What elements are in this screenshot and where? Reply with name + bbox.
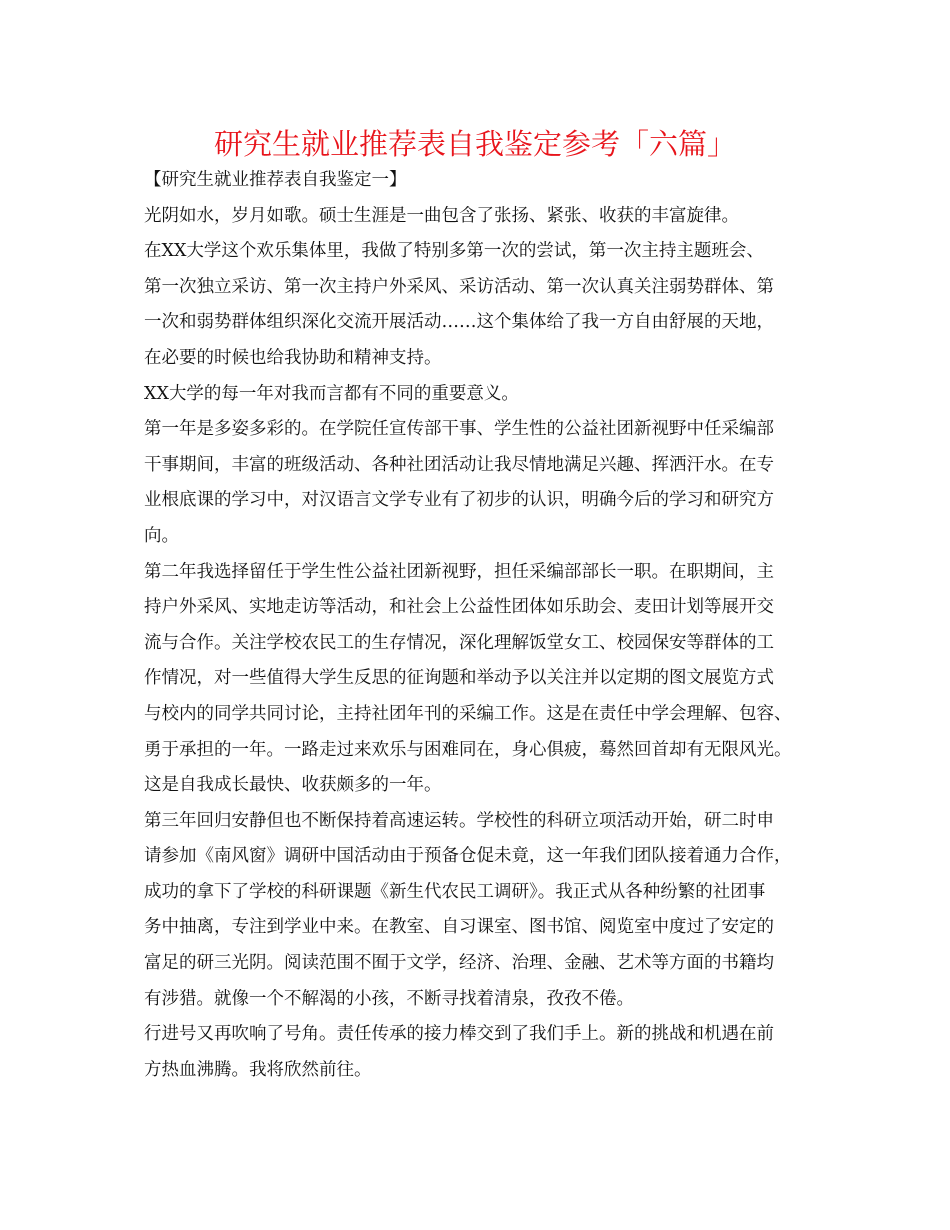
text-line: 光阴如水，岁月如歌。硕士生涯是一曲包含了张扬、紧张、收获的丰富旋律。 bbox=[144, 205, 739, 226]
text-line: 向。 bbox=[144, 525, 179, 546]
text-line: 第三年回归安静但也不断保持着高速运转。学校性的科研立项活动开始，研二时申 bbox=[144, 810, 774, 831]
text-line: 作情况，对一些值得大学生反思的征询题和举动予以关注并以定期的图文展览方式 bbox=[144, 668, 774, 689]
text-line: 业根底课的学习中，对汉语言文学专业有了初步的认识，明确今后的学习和研究方 bbox=[144, 490, 774, 511]
text-line: 有涉猎。就像一个不解渴的小孩，不断寻找着清泉，孜孜不倦。 bbox=[144, 988, 634, 1009]
text-line: 富足的研三光阴。阅读范围不囿于文学，经济、治理、金融、艺术等方面的书籍均 bbox=[144, 953, 774, 974]
text-line: 流与合作。关注学校农民工的生存情况，深化理解饭堂女工、校园保安等群体的工 bbox=[144, 632, 774, 653]
document-body bbox=[144, 166, 824, 1091]
text-line: 这是自我成长最快、收获颇多的一年。 bbox=[144, 775, 442, 796]
text-line: 第一次独立采访、第一次主持户外采风、采访活动、第一次认真关注弱势群体、第 bbox=[144, 276, 774, 297]
text-line: 在必要的时候也给我协助和精神支持。 bbox=[144, 347, 442, 368]
text-line: 请参加《南风窗》调研中国活动由于预备仓促未竟，这一年我们团队接着通力合作， bbox=[144, 846, 792, 867]
text-line: 成功的拿下了学校的科研课题《新生代农民工调研》。我正式从各种纷繁的社团事 bbox=[144, 881, 766, 902]
text-line: 第一年是多姿多彩的。在学院任宣传部干事、学生性的公益社团新视野中任采编部 bbox=[144, 419, 774, 440]
text-line: XX大学的每一年对我而言都有不同的重要意义。 bbox=[144, 383, 519, 404]
text-line: 行进号又再吹响了号角。责任传承的接力棒交到了我们手上。新的挑战和机遇在前 bbox=[144, 1024, 774, 1045]
document-title: 研究生就业推荐表自我鉴定参考「六篇」 bbox=[213, 127, 736, 161]
text-line: 第二年我选择留任于学生性公益社团新视野，担任采编部部长一职。在职期间，主 bbox=[144, 561, 774, 582]
text-line: 方热血沸腾。我将欣然前往。 bbox=[144, 1059, 372, 1080]
text-line: 持户外采风、实地走访等活动，和社会上公益性团体如乐助会、麦田计划等展开交 bbox=[144, 597, 774, 618]
text-line: 在XX大学这个欢乐集体里，我做了特别多第一次的尝试，第一次主持主题班会、 bbox=[144, 241, 764, 262]
text-line: 勇于承担的一年。一路走过来欢乐与困难同在，身心俱疲，蓦然回首却有无限风光。 bbox=[144, 739, 792, 760]
section-heading: 【研究生就业推荐表自我鉴定一】 bbox=[144, 170, 407, 190]
text-line: 一次和弱势群体组织深化交流开展活动……这个集体给了我一方自由舒展的天地， bbox=[144, 312, 774, 333]
text-line: 务中抽离，专注到学业中来。在教室、自习课室、图书馆、阅览室中度过了安定的 bbox=[144, 917, 774, 938]
text-line: 干事期间，丰富的班级活动、各种社团活动让我尽情地满足兴趣、挥洒汗水。在专 bbox=[144, 454, 774, 475]
text-line: 与校内的同学共同讨论，主持社团年刊的采编工作。这是在责任中学会理解、包容、 bbox=[144, 703, 792, 724]
